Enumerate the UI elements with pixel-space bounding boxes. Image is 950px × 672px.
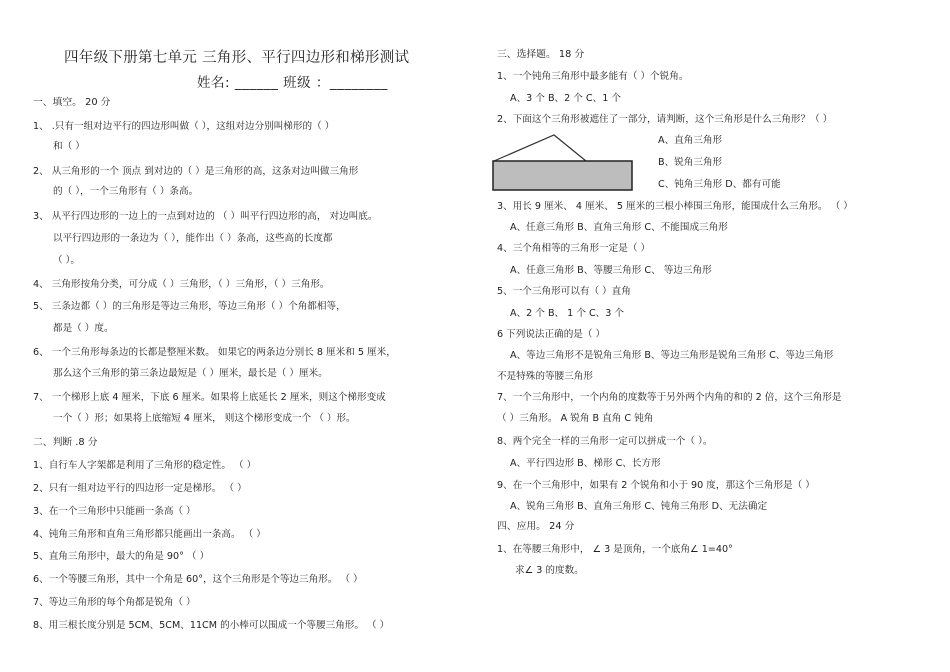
option-line: A、直角三角形 xyxy=(658,135,723,146)
option-line: A、2 个 B、 1 个 C、3 个 xyxy=(510,308,625,319)
question-text: 4、三个角相等的三角形一定是（ ） xyxy=(497,243,651,254)
question-text: 3、在一个三角形中只能画一条高（ ） xyxy=(33,506,196,517)
option-line: A、平行四边形 B、梯形 C、长方形 xyxy=(510,458,661,469)
question-text: 4、钝角三角形和直角三角形都只能画出一条高。 （ ） xyxy=(33,529,266,540)
question-text: 2、下面这个三角形被遮住了一部分，请判断，这个三角形是什么三角形？（ ） xyxy=(497,114,833,125)
covering-rectangle xyxy=(493,161,632,190)
question-text: 1、在等腰三角形中， ∠ 3 是顶角，一个底角∠ 1=40° xyxy=(497,544,733,555)
question-text: 和（ ） xyxy=(53,141,85,152)
question-text: 6、一个等腰三角形，其中一个角是 60°，这个三角形是个等边三角形。 （ ） xyxy=(33,574,363,585)
question-text: 2、只有一组对边平行的四边形一定是梯形。 （ ） xyxy=(33,483,247,494)
question-text: 6 下列说法正确的是（ ） xyxy=(497,329,606,340)
question-text: 4、 三角形按角分类，可分成（ ）三角形，（ ）三角形，（ ）三角形。 xyxy=(33,279,330,290)
option-line: A、任意三角形 B、直角三角形 C、不能围成三角形 xyxy=(510,222,728,233)
question-text: 9、在一个三角形中，如果有 2 个锐角和小于 90 度，那这个三角形是（ ） xyxy=(497,480,815,491)
question-text: 8、两个完全一样的三角形一定可以拼成一个（ ）。 xyxy=(497,436,713,447)
question-text: （ ）三角形。 A 锐角 B 直角 C 钝角 xyxy=(497,413,654,424)
question-text: 5、一个三角形可以有（ ）直角 xyxy=(497,286,631,297)
question-text: 2、 从三角形的一个 顶点 到对边的（ ）是三角形的高，这条对边叫做三角形 xyxy=(33,166,359,177)
question-text: 7、 一个梯形上底 4 厘米，下底 6 厘米。如果将上底延长 2 厘米，则这个梯形变成 xyxy=(33,392,386,403)
section-judge-title: 二、判断 .8 分 xyxy=(33,437,98,448)
question-text: 1、自行车人字架都是利用了三角形的稳定性。 （ ） xyxy=(33,460,257,471)
question-text: 1、一个钝角三角形中最多能有（ ）个锐角。 xyxy=(497,71,689,82)
option-line: A、3 个 B、2 个 C、1 个 xyxy=(510,93,621,104)
section-choice-title: 三、选择题。 18 分 xyxy=(497,49,585,60)
option-line: C、钝角三角形 D、都有可能 xyxy=(658,179,781,190)
section-application-title: 四、应用。 24 分 xyxy=(497,521,575,532)
question-text: 求∠ 3 的度数。 xyxy=(515,565,584,576)
covered-triangle-figure xyxy=(492,130,634,192)
option-line: A、任意三角形 B、等腰三角形 C、 等边三角形 xyxy=(510,265,712,276)
question-text: 1、 .只有一组对边平行的四边形叫做（ ），这组对边分别叫梯形的（ ） xyxy=(33,121,335,132)
option-line: 不是特殊的等腰三角形 xyxy=(497,371,593,382)
question-text: 5、 三条边都（ ）的三角形是等边三角形，等边三角形（ ）个角都相等， xyxy=(33,301,346,312)
question-text: 8、用三根长度分别是 5CM、5CM、11CM 的小棒可以围成一个等腰三角形。 （ ） xyxy=(33,620,390,631)
question-text: 那么这个三角形的第三条边最短是（ ）厘米，最长是（ ）厘米。 xyxy=(53,368,328,379)
question-text: 5、直角三角形中，最大的角是 90° （ ） xyxy=(33,551,210,562)
option-line: B、锐角三角形 xyxy=(658,157,723,168)
question-text: 的（ ），一个三角形有（ ）条高。 xyxy=(53,186,199,197)
triangle-visible-edges xyxy=(494,135,586,161)
question-text: 7、一个三角形中，一个内角的度数等于另外两个内角的和的 2 倍，这个三角形是 xyxy=(497,392,842,403)
question-text: 都是（ ）度。 xyxy=(53,323,114,334)
question-text: （ ）。 xyxy=(53,255,81,266)
question-text: 3、 从平行四边形的一边上的一点到对边的 （ ）叫平行四边形的高， 对边叫底。 xyxy=(33,211,378,222)
question-text: 6、 一个三角形每条边的长都是整厘米数。 如果它的两条边分别长 8 厘米和 5 厘米， xyxy=(33,347,396,358)
section-fill-in-title: 一、填空。 20 分 xyxy=(33,97,111,108)
option-line: A、锐角三角形 B、直角三角形 C、钝角三角形 D、无法确定 xyxy=(510,501,768,512)
page-title: 四年级下册第七单元 三角形、平行四边形和梯形测试 xyxy=(64,50,410,66)
option-line: A、等边三角形不是锐角三角形 B、等边三角形是锐角三角形 C、等边三角形 xyxy=(510,350,834,361)
name-class-line: 姓名: ______ 班级 ：________ xyxy=(197,75,388,91)
question-text: 一个（ ）形；如果将上底缩短 4 厘米， 则这个梯形变成一个 （ ）形。 xyxy=(53,413,356,424)
question-text: 7、等边三角形的每个角都是锐角（ ） xyxy=(33,597,196,608)
question-text: 3、用长 9 厘米、 4 厘米、 5 厘米的三根小棒围三角形，能围成什么三角形。 （ ） xyxy=(497,201,853,212)
question-text: 以平行四边形的一条边为（ ），能作出（ ）条高，这些高的长度都 xyxy=(53,233,333,244)
